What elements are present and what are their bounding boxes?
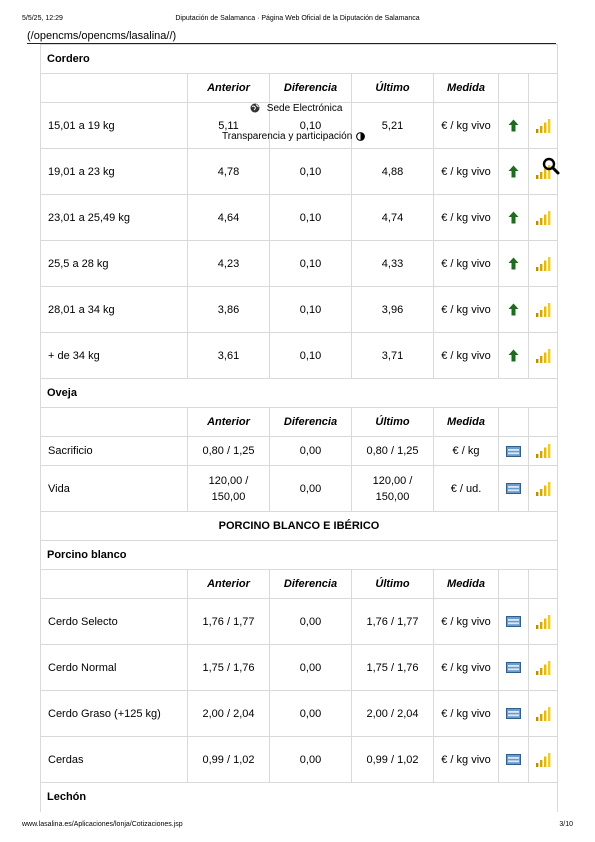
sede-electronica-link[interactable] <box>250 103 342 114</box>
table-row <box>41 437 558 466</box>
value-medida: € / kg <box>434 437 499 466</box>
value-medida: € / kg vivo <box>434 149 499 195</box>
row-label: 19,01 a 23 kg <box>41 149 188 195</box>
value-ultimo: 3,71 <box>352 333 434 379</box>
section-title-cordero: Cordero <box>41 45 558 74</box>
empty-header-cell <box>529 408 558 437</box>
bar-chart-icon[interactable] <box>535 349 551 363</box>
page-number: 3/10 <box>559 821 573 828</box>
history-chart-cell[interactable] <box>529 287 558 333</box>
value-diferencia: 0,00 <box>270 437 352 466</box>
table-row <box>41 149 558 195</box>
globe-icon <box>250 103 260 113</box>
section-row <box>41 379 558 408</box>
empty-header-cell <box>499 74 529 103</box>
value-medida: € / kg vivo <box>434 599 499 645</box>
value-diferencia: 0,00 <box>270 466 352 512</box>
price-table <box>40 44 558 812</box>
section-row <box>41 783 558 812</box>
trend-cell <box>499 287 529 333</box>
row-label: 25,5 a 28 kg <box>41 241 188 287</box>
category-heading-row <box>41 512 558 541</box>
section-title-oveja: Oveja <box>41 379 558 408</box>
table-row <box>41 645 558 691</box>
history-chart-cell[interactable] <box>529 241 558 287</box>
value-anterior: 0,99 / 1,02 <box>188 737 270 783</box>
value-medida: € / kg vivo <box>434 195 499 241</box>
site-path-link[interactable]: (/opencms/opencms/lasalina//) <box>27 30 177 42</box>
history-chart-cell[interactable] <box>529 599 558 645</box>
equal-icon <box>506 708 521 719</box>
empty-header-cell <box>41 74 188 103</box>
bar-chart-icon[interactable] <box>535 707 551 721</box>
equal-icon <box>506 483 521 494</box>
print-title: Diputación de Salamanca · Página Web Oficial de la Diputación de Salamanca <box>175 15 420 22</box>
print-header <box>22 15 573 27</box>
value-medida: € / kg vivo <box>434 287 499 333</box>
column-medida: Medida <box>434 408 499 437</box>
trend-cell <box>499 195 529 241</box>
print-url: www.lasalina.es/Aplicaciones/lonja/Cotizaciones.jsp <box>22 821 183 828</box>
row-label: Cerdo Graso (+125 kg) <box>41 691 188 737</box>
bar-chart-icon[interactable] <box>535 211 551 225</box>
value-diferencia: 0,00 <box>270 645 352 691</box>
equal-icon <box>506 754 521 765</box>
value-ultimo: 2,00 / 2,04 <box>352 691 434 737</box>
row-label: 23,01 a 25,49 kg <box>41 195 188 241</box>
row-label: 15,01 a 19 kg <box>41 103 188 149</box>
trend-cell <box>499 241 529 287</box>
bar-chart-icon[interactable] <box>535 482 551 496</box>
row-label: Cerdo Normal <box>41 645 188 691</box>
value-ultimo: 1,75 / 1,76 <box>352 645 434 691</box>
contrast-icon[interactable] <box>356 132 365 141</box>
table-row <box>41 599 558 645</box>
table-row <box>41 691 558 737</box>
section-title-porcino-blanco: Porcino blanco <box>41 541 558 570</box>
value-medida: € / kg vivo <box>434 241 499 287</box>
history-chart-cell[interactable] <box>529 645 558 691</box>
arrow-up-icon <box>508 349 519 362</box>
value-medida: € / kg vivo <box>434 737 499 783</box>
value-ultimo: 4,74 <box>352 195 434 241</box>
table-row <box>41 333 558 379</box>
row-label: Vida <box>41 466 188 512</box>
value-anterior: 2,00 / 2,04 <box>188 691 270 737</box>
category-heading-porcino: PORCINO BLANCO E IBÉRICO <box>41 512 558 541</box>
trend-cell <box>499 599 529 645</box>
history-chart-cell[interactable] <box>529 466 558 512</box>
table-row <box>41 241 558 287</box>
sede-electronica-label: Sede Electrónica <box>266 103 343 114</box>
table-row <box>41 287 558 333</box>
empty-header-cell <box>529 74 558 103</box>
bar-chart-icon[interactable] <box>535 119 551 133</box>
row-label: Sacrificio <box>41 437 188 466</box>
column-header-row <box>41 570 558 599</box>
value-anterior: 0,80 / 1,25 <box>188 437 270 466</box>
value-anterior: 5,11 <box>188 103 270 149</box>
value-medida: € / kg vivo <box>434 333 499 379</box>
value-ultimo: 3,96 <box>352 287 434 333</box>
value-anterior: 4,23 <box>188 241 270 287</box>
value-anterior: 4,78 <box>188 149 270 195</box>
history-chart-cell[interactable] <box>529 691 558 737</box>
value-ultimo: 0,99 / 1,02 <box>352 737 434 783</box>
value-anterior: 3,86 <box>188 287 270 333</box>
value-ultimo: 0,80 / 1,25 <box>352 437 434 466</box>
value-ultimo: 4,33 <box>352 241 434 287</box>
value-diferencia: 0,10 <box>270 287 352 333</box>
value-ultimo: 4,88 <box>352 149 434 195</box>
bar-chart-icon[interactable] <box>535 753 551 767</box>
column-ultimo: Último <box>352 408 434 437</box>
value-medida: € / kg vivo <box>434 691 499 737</box>
arrow-up-icon <box>508 303 519 316</box>
empty-header-cell <box>41 408 188 437</box>
trend-cell <box>499 645 529 691</box>
section-title-lechon: Lechón <box>41 783 558 812</box>
value-anterior: 120,00 / 150,00 <box>188 466 270 512</box>
trend-cell <box>499 333 529 379</box>
history-chart-cell[interactable] <box>529 737 558 783</box>
column-medida: Medida <box>434 74 499 103</box>
arrow-up-icon <box>508 211 519 224</box>
value-ultimo: 1,76 / 1,77 <box>352 599 434 645</box>
empty-header-cell <box>41 570 188 599</box>
bar-chart-icon[interactable] <box>535 257 551 271</box>
trend-cell <box>499 103 529 149</box>
column-medida: Medida <box>434 570 499 599</box>
value-ultimo: 5,21 <box>352 103 434 149</box>
value-diferencia: 0,00 <box>270 737 352 783</box>
value-medida: € / kg vivo <box>434 103 499 149</box>
column-anterior: Anterior <box>188 570 270 599</box>
column-anterior: Anterior <box>188 74 270 103</box>
value-medida: € / ud. <box>434 466 499 512</box>
transparencia-link[interactable] <box>222 131 365 143</box>
bar-chart-icon[interactable] <box>535 615 551 629</box>
column-diferencia: Diferencia <box>270 570 352 599</box>
transparencia-label: Transparencia y participación <box>222 131 353 142</box>
trend-cell <box>499 691 529 737</box>
bar-chart-icon[interactable] <box>535 303 551 317</box>
value-medida: € / kg vivo <box>434 645 499 691</box>
value-anterior: 1,76 / 1,77 <box>188 599 270 645</box>
value-anterior: 4,64 <box>188 195 270 241</box>
value-diferencia: 0,00 <box>270 691 352 737</box>
row-label: Cerdo Selecto <box>41 599 188 645</box>
empty-header-cell <box>529 570 558 599</box>
section-row <box>41 541 558 570</box>
section-row <box>41 45 558 74</box>
value-diferencia: 0,10 <box>270 241 352 287</box>
value-diferencia: 0,10 <box>270 103 352 149</box>
row-label: + de 34 kg <box>41 333 188 379</box>
history-chart-cell[interactable] <box>529 333 558 379</box>
value-anterior: 3,61 <box>188 333 270 379</box>
history-chart-cell[interactable] <box>529 103 558 149</box>
column-header-row <box>41 408 558 437</box>
column-ultimo: Último <box>352 570 434 599</box>
bar-chart-icon[interactable] <box>535 444 551 458</box>
trend-cell <box>499 437 529 466</box>
equal-icon <box>506 662 521 673</box>
history-chart-cell[interactable] <box>529 195 558 241</box>
arrow-up-icon <box>508 119 519 132</box>
value-diferencia: 0,00 <box>270 599 352 645</box>
value-diferencia: 0,10 <box>270 149 352 195</box>
print-date: 5/5/25, 12:29 <box>22 15 63 22</box>
column-diferencia: Diferencia <box>270 408 352 437</box>
trend-cell <box>499 149 529 195</box>
column-anterior: Anterior <box>188 408 270 437</box>
history-chart-cell[interactable] <box>529 437 558 466</box>
empty-header-cell <box>499 408 529 437</box>
trend-cell <box>499 466 529 512</box>
table-row <box>41 195 558 241</box>
equal-icon <box>506 446 521 457</box>
value-anterior: 1,75 / 1,76 <box>188 645 270 691</box>
bar-chart-icon[interactable] <box>535 661 551 675</box>
arrow-up-icon <box>508 257 519 270</box>
column-header-row <box>41 74 558 103</box>
equal-icon <box>506 616 521 627</box>
table-row <box>41 466 558 512</box>
empty-header-cell <box>499 570 529 599</box>
search-icon[interactable] <box>542 157 560 175</box>
value-diferencia: 0,10 <box>270 195 352 241</box>
column-diferencia: Diferencia <box>270 74 352 103</box>
value-diferencia: 0,10 <box>270 333 352 379</box>
value-ultimo: 120,00 / 150,00 <box>352 466 434 512</box>
row-label: Cerdas <box>41 737 188 783</box>
row-label: 28,01 a 34 kg <box>41 287 188 333</box>
column-ultimo: Último <box>352 74 434 103</box>
trend-cell <box>499 737 529 783</box>
table-row <box>41 737 558 783</box>
arrow-up-icon <box>508 165 519 178</box>
